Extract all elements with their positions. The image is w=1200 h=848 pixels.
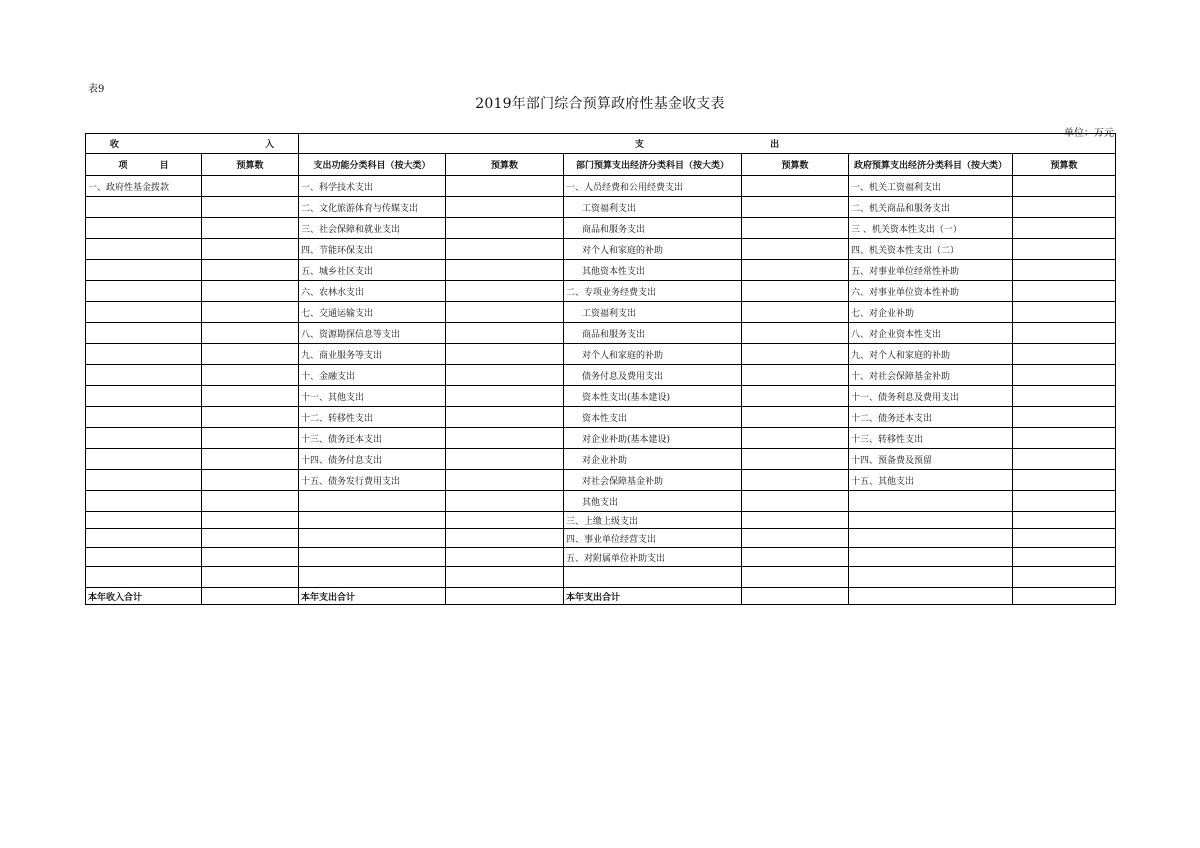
table-row bbox=[86, 302, 1116, 323]
function-item-cell: 四、节能环保支出 bbox=[299, 239, 446, 260]
function-budget-cell bbox=[446, 302, 564, 323]
function-budget-cell bbox=[446, 344, 564, 365]
function-item-cell: 十一、其他支出 bbox=[299, 386, 446, 407]
dept-budget-cell bbox=[742, 512, 849, 529]
dept-item-cell: 工资福利支出 bbox=[564, 302, 742, 323]
gov-total-value bbox=[1013, 588, 1116, 605]
income-budget-cell bbox=[202, 239, 299, 260]
function-budget-cell bbox=[446, 176, 564, 197]
dept-budget-cell bbox=[742, 260, 849, 281]
function-item-cell: 六、农林水支出 bbox=[299, 281, 446, 302]
table-row bbox=[86, 407, 1116, 428]
table-row bbox=[86, 197, 1116, 218]
gov-item-cell: 三 、机关资本性支出（一） bbox=[849, 218, 1013, 239]
dept-budget-cell bbox=[742, 491, 849, 512]
header-function-category: 支出功能分类科目（按大类） bbox=[299, 154, 446, 176]
income-item-cell bbox=[86, 281, 202, 302]
income-budget-cell bbox=[202, 407, 299, 428]
income-item-cell bbox=[86, 239, 202, 260]
header-budget-function: 预算数 bbox=[446, 154, 564, 176]
function-budget-cell bbox=[446, 548, 564, 567]
function-item-cell: 七、交通运输支出 bbox=[299, 302, 446, 323]
table-row bbox=[86, 260, 1116, 281]
income-budget-cell bbox=[202, 491, 299, 512]
gov-budget-cell bbox=[1013, 529, 1116, 548]
totals-row bbox=[86, 588, 1116, 605]
dept-item-cell: 商品和服务支出 bbox=[564, 218, 742, 239]
income-budget-cell bbox=[202, 281, 299, 302]
table-row bbox=[86, 449, 1116, 470]
gov-budget-cell bbox=[1013, 386, 1116, 407]
dept-item-cell: 对个人和家庭的补助 bbox=[564, 239, 742, 260]
dept-budget-cell bbox=[742, 239, 849, 260]
dept-item-cell: 资本性支出 bbox=[564, 407, 742, 428]
function-budget-cell bbox=[446, 567, 564, 588]
gov-budget-cell bbox=[1013, 428, 1116, 449]
gov-item-cell: 二、机关商品和服务支出 bbox=[849, 197, 1013, 218]
income-budget-cell bbox=[202, 567, 299, 588]
function-item-cell bbox=[299, 512, 446, 529]
function-budget-cell bbox=[446, 281, 564, 302]
dept-budget-cell bbox=[742, 548, 849, 567]
gov-item-cell: 一、机关工资福利支出 bbox=[849, 176, 1013, 197]
dept-item-cell: 债务付息及费用支出 bbox=[564, 365, 742, 386]
gov-item-cell: 九、对个人和家庭的补助 bbox=[849, 344, 1013, 365]
header-budget-dept: 预算数 bbox=[742, 154, 849, 176]
gov-budget-cell bbox=[1013, 302, 1116, 323]
income-budget-cell bbox=[202, 512, 299, 529]
income-section-left: 收 bbox=[109, 140, 119, 150]
income-budget-cell bbox=[202, 218, 299, 239]
table-number: 表9 bbox=[88, 84, 105, 95]
gov-item-cell: 十、对社会保障基金补助 bbox=[849, 365, 1013, 386]
income-item-cell bbox=[86, 365, 202, 386]
column-header-row bbox=[86, 154, 1116, 176]
table-row bbox=[86, 365, 1116, 386]
income-budget-cell bbox=[202, 449, 299, 470]
gov-total-label bbox=[849, 588, 1013, 605]
dept-item-cell: 对个人和家庭的补助 bbox=[564, 344, 742, 365]
table-row bbox=[86, 548, 1116, 567]
income-budget-cell bbox=[202, 197, 299, 218]
income-item-cell bbox=[86, 470, 202, 491]
income-budget-cell bbox=[202, 548, 299, 567]
dept-budget-cell bbox=[742, 218, 849, 239]
dept-item-cell: 对企业补助(基本建设) bbox=[564, 428, 742, 449]
gov-item-cell: 十一、债务利息及费用支出 bbox=[849, 386, 1013, 407]
income-item-cell bbox=[86, 491, 202, 512]
function-budget-cell bbox=[446, 218, 564, 239]
dept-item-cell: 工资福利支出 bbox=[564, 197, 742, 218]
dept-total-value bbox=[742, 588, 849, 605]
budget-table bbox=[85, 133, 1116, 605]
gov-budget-cell bbox=[1013, 260, 1116, 281]
income-total-label: 本年收入合计 bbox=[86, 588, 202, 605]
income-budget-cell bbox=[202, 344, 299, 365]
function-budget-cell bbox=[446, 428, 564, 449]
dept-item-cell: 其他支出 bbox=[564, 491, 742, 512]
dept-budget-cell bbox=[742, 197, 849, 218]
table-row bbox=[86, 176, 1116, 197]
income-budget-cell bbox=[202, 386, 299, 407]
header-item-left: 项 bbox=[118, 161, 128, 171]
function-budget-cell bbox=[446, 470, 564, 491]
income-budget-cell bbox=[202, 428, 299, 449]
gov-item-cell: 十三、转移性支出 bbox=[849, 428, 1013, 449]
gov-budget-cell bbox=[1013, 491, 1116, 512]
gov-budget-cell bbox=[1013, 176, 1116, 197]
gov-budget-cell bbox=[1013, 512, 1116, 529]
income-item-cell bbox=[86, 386, 202, 407]
income-item-cell bbox=[86, 344, 202, 365]
income-budget-cell bbox=[202, 260, 299, 281]
gov-item-cell bbox=[849, 567, 1013, 588]
header-budget-income: 预算数 bbox=[202, 154, 299, 176]
function-item-cell: 九、商业服务等支出 bbox=[299, 344, 446, 365]
dept-budget-cell bbox=[742, 407, 849, 428]
income-total-value bbox=[202, 588, 299, 605]
income-item-cell bbox=[86, 218, 202, 239]
income-budget-cell bbox=[202, 470, 299, 491]
dept-budget-cell bbox=[742, 529, 849, 548]
function-budget-cell bbox=[446, 239, 564, 260]
function-item-cell: 十三、债务还本支出 bbox=[299, 428, 446, 449]
header-budget-gov: 预算数 bbox=[1013, 154, 1116, 176]
dept-item-cell: 五、对附属单位补助支出 bbox=[564, 548, 742, 567]
dept-budget-cell bbox=[742, 386, 849, 407]
dept-item-cell: 对社会保障基金补助 bbox=[564, 470, 742, 491]
income-item-cell bbox=[86, 567, 202, 588]
gov-budget-cell bbox=[1013, 407, 1116, 428]
income-budget-cell bbox=[202, 365, 299, 386]
table-row bbox=[86, 386, 1116, 407]
dept-item-cell: 一、人员经费和公用经费支出 bbox=[564, 176, 742, 197]
income-section-header bbox=[86, 134, 299, 154]
dept-budget-cell bbox=[742, 323, 849, 344]
section-header-row bbox=[86, 134, 1116, 154]
function-item-cell: 十二、转移性支出 bbox=[299, 407, 446, 428]
function-total-label: 本年支出合计 bbox=[299, 588, 446, 605]
function-budget-cell bbox=[446, 529, 564, 548]
gov-budget-cell bbox=[1013, 239, 1116, 260]
dept-total-label: 本年支出合计 bbox=[564, 588, 742, 605]
gov-budget-cell bbox=[1013, 567, 1116, 588]
table-row bbox=[86, 491, 1116, 512]
gov-item-cell: 十五、其他支出 bbox=[849, 470, 1013, 491]
header-gov-economic-category: 政府预算支出经济分类科目（按大类） bbox=[849, 154, 1013, 176]
income-item-cell bbox=[86, 302, 202, 323]
function-item-cell bbox=[299, 529, 446, 548]
table-row bbox=[86, 239, 1116, 260]
gov-item-cell: 五、对事业单位经常性补助 bbox=[849, 260, 1013, 281]
function-budget-cell bbox=[446, 407, 564, 428]
header-item bbox=[86, 154, 202, 176]
dept-item-cell: 其他资本性支出 bbox=[564, 260, 742, 281]
gov-budget-cell bbox=[1013, 281, 1116, 302]
function-item-cell: 十五、债务发行费用支出 bbox=[299, 470, 446, 491]
income-budget-cell bbox=[202, 302, 299, 323]
gov-item-cell bbox=[849, 491, 1013, 512]
income-budget-cell bbox=[202, 529, 299, 548]
gov-item-cell: 七、对企业补助 bbox=[849, 302, 1013, 323]
dept-item-cell: 四、事业单位经营支出 bbox=[564, 529, 742, 548]
dept-item-cell: 对企业补助 bbox=[564, 449, 742, 470]
table-row bbox=[86, 323, 1116, 344]
function-item-cell: 十、金融支出 bbox=[299, 365, 446, 386]
gov-budget-cell bbox=[1013, 548, 1116, 567]
income-item-cell bbox=[86, 449, 202, 470]
dept-item-cell: 二、专项业务经费支出 bbox=[564, 281, 742, 302]
dept-budget-cell bbox=[742, 428, 849, 449]
gov-item-cell: 十四、预备费及预留 bbox=[849, 449, 1013, 470]
function-budget-cell bbox=[446, 386, 564, 407]
dept-item-cell: 资本性支出(基本建设) bbox=[564, 386, 742, 407]
income-item-cell bbox=[86, 197, 202, 218]
gov-budget-cell bbox=[1013, 449, 1116, 470]
header-item-right: 目 bbox=[159, 161, 169, 171]
function-budget-cell bbox=[446, 197, 564, 218]
expense-section-right: 出 bbox=[770, 140, 780, 150]
function-item-cell bbox=[299, 491, 446, 512]
function-budget-cell bbox=[446, 512, 564, 529]
gov-item-cell: 六、对事业单位资本性补助 bbox=[849, 281, 1013, 302]
gov-budget-cell bbox=[1013, 470, 1116, 491]
table-row bbox=[86, 428, 1116, 449]
income-budget-cell bbox=[202, 323, 299, 344]
function-item-cell: 二、文化旅游体育与传媒支出 bbox=[299, 197, 446, 218]
expense-section-left: 支 bbox=[634, 140, 644, 150]
function-budget-cell bbox=[446, 449, 564, 470]
function-item-cell: 一、科学技术支出 bbox=[299, 176, 446, 197]
income-item-cell bbox=[86, 407, 202, 428]
table-row bbox=[86, 218, 1116, 239]
function-total-value bbox=[446, 588, 564, 605]
income-item-cell: 一、政府性基金拨款 bbox=[86, 176, 202, 197]
function-budget-cell bbox=[446, 491, 564, 512]
function-item-cell: 八、资源勘探信息等支出 bbox=[299, 323, 446, 344]
header-dept-economic-category: 部门预算支出经济分类科目（按大类） bbox=[564, 154, 742, 176]
expense-section-header bbox=[299, 134, 1116, 154]
dept-budget-cell bbox=[742, 176, 849, 197]
gov-item-cell bbox=[849, 529, 1013, 548]
dept-budget-cell bbox=[742, 302, 849, 323]
dept-budget-cell bbox=[742, 281, 849, 302]
income-item-cell bbox=[86, 512, 202, 529]
gov-item-cell: 十二、债务还本支出 bbox=[849, 407, 1013, 428]
function-budget-cell bbox=[446, 260, 564, 281]
income-budget-cell bbox=[202, 176, 299, 197]
function-budget-cell bbox=[446, 365, 564, 386]
page-title: 2019年部门综合预算政府性基金收支表 bbox=[475, 96, 725, 112]
table-row bbox=[86, 470, 1116, 491]
function-item-cell: 五、城乡社区支出 bbox=[299, 260, 446, 281]
function-budget-cell bbox=[446, 323, 564, 344]
function-item-cell bbox=[299, 548, 446, 567]
gov-budget-cell bbox=[1013, 197, 1116, 218]
income-item-cell bbox=[86, 548, 202, 567]
income-item-cell bbox=[86, 428, 202, 449]
income-item-cell bbox=[86, 529, 202, 548]
function-item-cell: 三、社会保障和就业支出 bbox=[299, 218, 446, 239]
income-item-cell bbox=[86, 260, 202, 281]
gov-budget-cell bbox=[1013, 218, 1116, 239]
dept-budget-cell bbox=[742, 470, 849, 491]
income-item-cell bbox=[86, 323, 202, 344]
gov-budget-cell bbox=[1013, 365, 1116, 386]
income-section-right: 入 bbox=[265, 140, 275, 150]
table-row bbox=[86, 344, 1116, 365]
dept-item-cell bbox=[564, 567, 742, 588]
function-item-cell: 十四、债务付息支出 bbox=[299, 449, 446, 470]
function-item-cell bbox=[299, 567, 446, 588]
unit-label: 单位：万元 bbox=[1064, 128, 1114, 139]
gov-budget-cell bbox=[1013, 323, 1116, 344]
dept-budget-cell bbox=[742, 567, 849, 588]
gov-item-cell bbox=[849, 548, 1013, 567]
gov-item-cell: 八、对企业资本性支出 bbox=[849, 323, 1013, 344]
table-row bbox=[86, 567, 1116, 588]
gov-item-cell: 四、机关资本性支出（二） bbox=[849, 239, 1013, 260]
table-row bbox=[86, 529, 1116, 548]
gov-budget-cell bbox=[1013, 344, 1116, 365]
dept-budget-cell bbox=[742, 344, 849, 365]
gov-item-cell bbox=[849, 512, 1013, 529]
dept-item-cell: 商品和服务支出 bbox=[564, 323, 742, 344]
dept-budget-cell bbox=[742, 449, 849, 470]
dept-item-cell: 三、上缴上级支出 bbox=[564, 512, 742, 529]
dept-budget-cell bbox=[742, 365, 849, 386]
table-row bbox=[86, 281, 1116, 302]
table-row bbox=[86, 512, 1116, 529]
